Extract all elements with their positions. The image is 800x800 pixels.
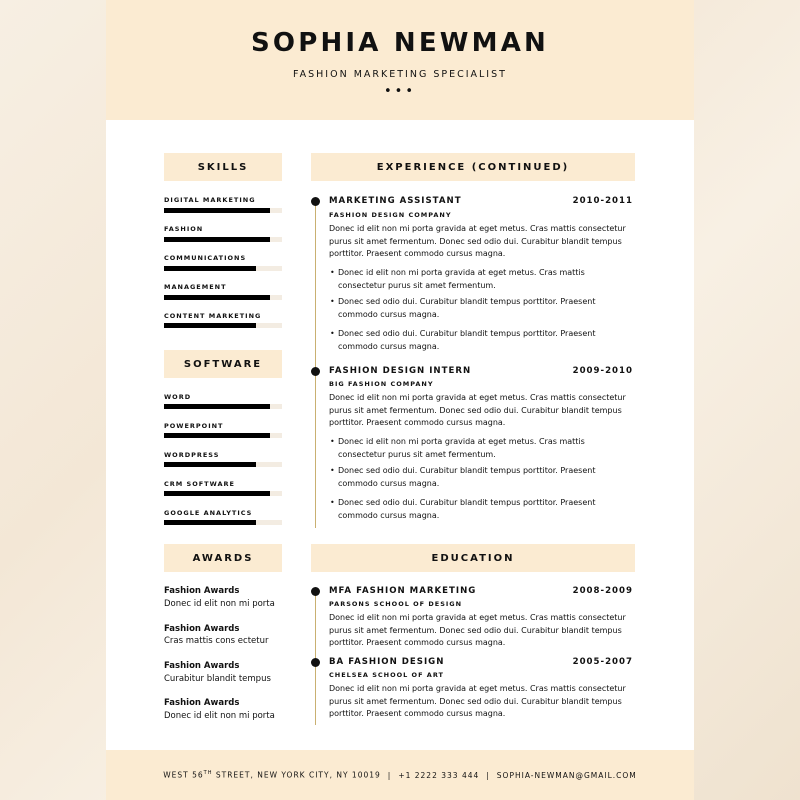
timeline-dot — [311, 587, 320, 596]
software-bar-fill — [164, 404, 270, 409]
software-bar — [164, 433, 282, 438]
skill-bar — [164, 237, 282, 242]
degree-title: BA FASHION DESIGN — [329, 657, 445, 667]
job-bullet: • Donec sed odio dui. Curabitur blandit tempus porttitor. Praesent commodo cursus magna. — [329, 296, 629, 328]
job-years: 2010-2011 — [572, 196, 633, 206]
footer-separator: | — [387, 770, 392, 780]
contact-address — [163, 770, 381, 780]
software-bar-fill — [164, 520, 256, 525]
contact-footer — [106, 750, 694, 800]
resume-page — [106, 0, 694, 800]
software-label: WORD — [164, 393, 192, 401]
timeline-dot — [311, 197, 320, 206]
award-desc: Curabitur blandit tempus — [164, 674, 271, 684]
school-name: PARSONS SCHOOL OF DESIGN — [329, 600, 463, 608]
skill-bar — [164, 208, 282, 213]
skill-bar — [164, 295, 282, 300]
skill-bar-fill — [164, 323, 256, 328]
degree-years: 2005-2007 — [572, 657, 633, 667]
degree-summary: Donec id elit non mi porta gravida at eget metus. Cras mattis consectetur purus sit amet fermentum. Donec sed odio dui. Curabitur blandit tempus porttitor. Praesent commodo cursus magna. — [329, 613, 626, 648]
skill-label: DIGITAL MARKETING — [164, 196, 256, 204]
software-bar-fill — [164, 433, 270, 438]
school-name: CHELSEA SCHOOL OF ART — [329, 671, 444, 679]
software-label: GOOGLE ANALYTICS — [164, 509, 253, 517]
skill-label: MANAGEMENT — [164, 283, 227, 291]
skills-heading: SKILLS — [164, 153, 282, 181]
footer-separator: | — [486, 770, 490, 780]
job-bullet: • Donec sed odio dui. Curabitur blandit tempus porttitor. Praesent commodo cursus magna. — [329, 328, 629, 353]
job-title: FASHION DESIGN INTERN — [329, 366, 472, 376]
software-label: WORDPRESS — [164, 451, 220, 459]
skill-bar-fill — [164, 295, 270, 300]
award-title: Fashion Awards — [164, 698, 240, 708]
timeline-dot — [311, 658, 320, 667]
degree-summary: Donec id elit non mi porta gravida at eget metus. Cras mattis consectetur purus sit amet fermentum. Donec sed odio dui. Curabitur blandit tempus porttitor. Praesent commodo cursus magna. — [329, 684, 626, 719]
education-heading: EDUCATION — [311, 544, 635, 572]
experience-timeline — [315, 201, 316, 528]
job-years: 2009-2010 — [572, 366, 633, 376]
address-part: STREET, NEW YORK CITY, NY 10019 — [212, 770, 381, 780]
award-title: Fashion Awards — [164, 624, 240, 634]
job-summary: Donec id elit non mi porta gravida at eget metus. Cras mattis consectetur purus sit amet fermentum. Donec sed odio dui. Curabitur blandit tempus porttitor. Praesent commodo cursus magna. — [329, 393, 626, 428]
software-bar — [164, 491, 282, 496]
skill-bar-fill — [164, 266, 256, 271]
contact-email[interactable]: SOPHIA-NEWMAN@GMAIL.COM — [496, 770, 637, 780]
award-title: Fashion Awards — [164, 586, 240, 596]
award-desc: Cras mattis cons ectetur — [164, 636, 269, 646]
job-bullet: • Donec sed odio dui. Curabitur blandit tempus porttitor. Praesent commodo cursus magna. — [329, 465, 629, 497]
job-title: MARKETING ASSISTANT — [329, 196, 462, 206]
experience-heading: EXPERIENCE (CONTINUED) — [311, 153, 635, 181]
software-label: POWERPOINT — [164, 422, 224, 430]
skill-label: CONTENT MARKETING — [164, 312, 262, 320]
software-bar — [164, 520, 282, 525]
resume-header — [106, 0, 694, 120]
timeline-dot — [311, 367, 320, 376]
address-suffix: TH — [203, 770, 213, 777]
skill-bar-fill — [164, 208, 270, 213]
award-desc: Donec id elit non mi porta — [164, 599, 275, 609]
award-desc: Donec id elit non mi porta — [164, 711, 275, 721]
software-heading: SOFTWARE — [164, 350, 282, 378]
job-bullet: • Donec id elit non mi porta gravida at eget metus. Cras mattis consectetur purus sit amet fermentum. — [329, 267, 629, 296]
candidate-title: FASHION MARKETING SPECIALIST — [293, 69, 507, 80]
job-company: BIG FASHION COMPANY — [329, 380, 434, 388]
skill-bar — [164, 266, 282, 271]
job-bullet: • Donec id elit non mi porta gravida at eget metus. Cras mattis consectetur purus sit amet fermentum. — [329, 436, 629, 465]
job-company: FASHION DESIGN COMPANY — [329, 211, 452, 219]
header-dots: ••• — [383, 84, 416, 99]
contact-phone[interactable]: +1 2222 333 444 — [398, 770, 480, 780]
skill-bar — [164, 323, 282, 328]
software-bar — [164, 462, 282, 467]
job-bullet: • Donec sed odio dui. Curabitur blandit tempus porttitor. Praesent commodo cursus magna. — [329, 497, 629, 522]
award-title: Fashion Awards — [164, 661, 240, 671]
software-bar-fill — [164, 462, 256, 467]
software-label: CRM SOFTWARE — [164, 480, 235, 488]
job-summary: Donec id elit non mi porta gravida at eget metus. Cras mattis consectetur purus sit amet fermentum. Donec sed odio dui. Curabitur blandit tempus porttitor. Praesent commodo cursus magna. — [329, 224, 626, 259]
degree-years: 2008-2009 — [572, 586, 633, 596]
job-bullets — [329, 436, 629, 522]
skill-bar-fill — [164, 237, 270, 242]
awards-heading: AWARDS — [164, 544, 282, 572]
address-part: WEST 56 — [163, 770, 204, 780]
software-bar — [164, 404, 282, 409]
candidate-name: SOPHIA NEWMAN — [250, 28, 550, 58]
skill-label: FASHION — [164, 225, 204, 233]
degree-title: MFA FASHION MARKETING — [329, 586, 477, 596]
skill-label: COMMUNICATIONS — [164, 254, 247, 262]
software-bar-fill — [164, 491, 270, 496]
job-bullets — [329, 267, 629, 353]
